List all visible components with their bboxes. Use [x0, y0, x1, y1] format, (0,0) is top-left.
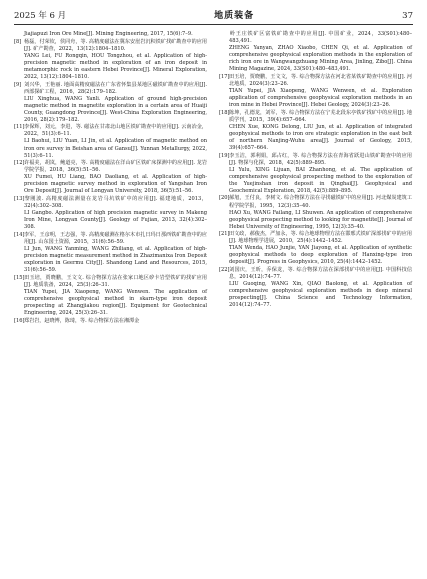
reference-text-cn: 许福美，胡岚，鲍道亮，等. 高精度磁法在洋山矿区铁矿床探测中的应用[J]. 龙岩学院学报，2018，36(5):51–56. — [24, 160, 207, 174]
reference-text-cn: Jiajiapuzi Iron Ore Mine[J]. Mining Engineering, 2017, 15(6):7–9. — [24, 31, 193, 37]
reference-entry — [14, 232, 207, 274]
reference-number: [15] — [14, 274, 25, 281]
reference-text-en: XU Fumei, HU Liang, BAO Daoliang, et al. Application of high-precision magnetic survey method in exploration of Yangshan Iron Ore Deposit[J]. Journal of Longyan University, 2018, 36(5):51–56. — [24, 174, 207, 195]
reference-entry — [14, 39, 207, 81]
reference-number: [17] — [219, 73, 230, 80]
reference-text-cn: 郑岩岩，赵晓博，陈琦，等. 综合物探方法在湘潭金 — [24, 317, 140, 324]
reference-entry — [219, 153, 412, 195]
reference-text-cn: 黎刚波. 高精度磁法测量在龙岩马坑铁矿中的应用[J]. 福建地质，2013，32(4):302–308. — [24, 196, 207, 210]
reference-number: [8] — [14, 38, 22, 45]
reference-text-cn: 田玉培，贾晓鹏，王文文. 综合物探方法在张家口地区矽卡岩型铁矿的找矿应用[J]. 地质装备，2024，25(3):26–31. — [24, 274, 207, 288]
reference-column-left — [14, 31, 207, 325]
reference-number: [22] — [219, 267, 230, 274]
page-header — [14, 8, 413, 25]
reference-entry — [14, 160, 207, 195]
reference-number: [13] — [14, 196, 25, 203]
reference-text-en: HAO Xu, WANG Failang, LI Shuwen. An application of comprehensive geophysical prospecting method to looking for magnetite[J]. Journal of Hebei University of Engineering, 1995, 12(3):35–40. — [229, 209, 412, 230]
reference-number: [12] — [14, 160, 25, 167]
reference-text-cn: 陈坤，孔德龙，刘军，等. 综合物探方法在宁芜北段东亭铁矿找矿中的应用[J]. 地质学刊，2015，39(4):657–664. — [229, 109, 412, 123]
reference-entry — [219, 267, 412, 309]
reference-entry — [219, 231, 412, 266]
reference-text-cn: 田玉培，贾晓鹏，王文文，等. 综合物探方法在河北省某铁矿勘查中的应用[J]. 河北地质，2024(3):23–26. — [229, 73, 412, 87]
reference-text-en: LIU Xinghua, WANG Yanli. Application of ground high-precision magnetic method in magnetite exploration in a certain area of Huaiji County, Guangdong Province[J]. West-China Exploration Engineering, 2016, 28(2):179–182. — [24, 95, 207, 123]
reference-number: [21] — [219, 231, 230, 238]
reference-text-en: TIAN Yupei, JIA Xiaopeng, WANG Wenwen, et al. Exploration application of comprehensive geophysical exploration methods in an iron mine in Hebei Province[J]. Hebei Geology, 2024(3):23–26. — [229, 87, 412, 109]
reference-columns — [14, 31, 413, 325]
reference-number: [18] — [219, 109, 230, 116]
page-number: 37 — [402, 11, 413, 21]
reference-number: [20] — [219, 195, 230, 202]
reference-entry — [219, 195, 412, 230]
reference-text-en: LI Jun, WANG Yanming, WANG Zhiliang, et al. Application of high-precision magnetic measurement method in Zhazimanixa Iron Deposit exploration in Geermu City[J]. Shandong Land and Resources, 2015, 31(6):56–59. — [24, 245, 207, 274]
reference-text-en: LI Gangbo. Application of high precision magnetic survey in Makeng Iron Mine, Longyan County[J]. Geology of Fujian, 2013, 32(4):302–308. — [24, 210, 207, 231]
reference-entry — [14, 318, 207, 325]
reference-text-en: LI Yulu, XING Lijuan, BAI Zhanhong, et al. The application of comprehensive geophysical prospecting method to the exploration of the Yuejinshan iron deposit in Qinghai[J]. Geophysical and Geochemical Exploration, 2018, 42(5):889–895. — [229, 166, 412, 194]
reference-text-cn: 杨磊，付荣钦，侯同舟，等. 高精度磁法在冀东安崖岩沉积铁矿找矿勘查中的应用[J]. 矿产勘查，2022，13(12):1804–1810. — [24, 38, 207, 52]
journal-title: 地质装备 — [214, 11, 255, 21]
reference-text-cn: 李军，王彦明，王志强，等. 高精度磁测在格尔木市扎日玛日那西铁矿勘查中的应用[J]. 山东国土资源，2015，31(6):56–59. — [24, 231, 207, 245]
issue-date: 2025 年 6 月 — [14, 11, 67, 21]
reference-text-cn: 郝旭，王付良，李树文. 综合物探方法在寻找磁铁矿中的应用[J]. 河北煤炭建筑工程学院学报，1995，12(3):35–40. — [229, 195, 412, 209]
reference-text-cn: 李保辉，刘元，李进，等. 磁法在甘肃北山地区铁矿勘查中的应用[J]. 云南冶金，2022，51(3):6–11. — [24, 124, 207, 138]
reference-text-en: TIAN Yupei, JIA Xiaopeng, WANG Wenwen. The application of comprehensive geophysical method in skarn-type iron deposit prospecting at Zhangjiakou region[J]. Equipment for Geotechnical Engineering, 2024, 25(3):26–31. — [24, 288, 207, 316]
reference-text-en: ZHENG Yanyan, ZHAO Xiaobo, CHEN Qi, et al. Application of comprehensive geophysical exploration methods in the exploration of rich iron ore in Wangwangzhuang Mining Area, Jinling, Zibo[J]. China Mining Magazine, 2024, 33(S01):480–483,491. — [229, 45, 412, 73]
reference-number: [11] — [14, 124, 25, 131]
reference-text-en: YANG Lei, FU Rongqin, HOU Tongzhou, et al. Application of high-precision magnetic method in exploration of an iron deposit in metamorphic rock in eastern Hebei Province[J]. Mineral Exploration, 2022, 13(12):1804–1810. — [24, 52, 207, 80]
reference-text-cn: 田文政，郝俊杰，严加永，等. 综合地球物理方法在邯邢式铁矿深部找矿中的应用[J]. 地球物理学进展，2010，25(4):1442–1452. — [229, 231, 412, 245]
reference-entry — [14, 124, 207, 159]
reference-entry — [14, 31, 207, 38]
reference-number: [14] — [14, 231, 25, 238]
reference-text-cn: 刘国庆，王昕，乔保龙，等. 综合物探方法在深部找矿中的应用[J]. 中国科技信息，2014(12):74–77. — [229, 267, 412, 281]
reference-text-en: LIU Guoqing, WANG Xin, QIAO Baolong, et al. Application of comprehensive geophysical exploration methods in deep mineral prospecting[J]. China Science and Technology Information, 2014(12):74–77. — [229, 281, 412, 309]
reference-text-cn: 刘兴华，王艳丽. 地面高精度磁法在广东省怀集县某地区磁铁矿勘查中的应用[J]. 西部探矿工程，2016，28(2):179–182. — [24, 81, 207, 95]
reference-entry — [14, 82, 207, 124]
reference-entry — [219, 31, 412, 73]
reference-text-en: LI Baohui, LIU Yuan, LI Jin, et al. Application of magnetic method on iron ore survey in Beishan area of Gansu[J]. Yunnan Metallurgy, 2022, 51(3):6–11. — [24, 138, 207, 159]
reference-number: [9] — [14, 81, 22, 88]
reference-number: [16] — [14, 317, 25, 324]
reference-entry — [14, 275, 207, 317]
reference-text-en: CHEN Xue, KONG Delong, LIU Jun, et al. Application of integrated geophysical methods to iron ore strategic exploration in the east belt of northern Nanjing-Wuhu area[J]. Journal of Geology, 2015, 39(4):657–664. — [229, 123, 412, 151]
reference-column-right — [219, 31, 412, 325]
reference-entry — [219, 74, 412, 109]
reference-number: [19] — [219, 152, 230, 159]
reference-entry — [14, 196, 207, 231]
reference-text-cn: 李玉洁，郭利娟，邱占红，等. 综合物探方法在青海省跃进山铁矿勘查中的应用[J]. 物探与化探，2018，42(5):889–895. — [229, 152, 412, 166]
reference-text-cn: 岭王庄铁矿区富铁矿勘查中的应用[J]. 中国矿业，2024，33(S01):480–483,491. — [229, 31, 412, 45]
reference-text-en: TIAN Wenda, HAO Junjie, YAN Jiayong, et al. Application of synthetic geophysical methods to deep exploration of Hanxing-type iron deposit[J]. Progress in Geophysics, 2010, 25(4):1442–1452. — [229, 245, 412, 266]
reference-entry — [219, 110, 412, 152]
